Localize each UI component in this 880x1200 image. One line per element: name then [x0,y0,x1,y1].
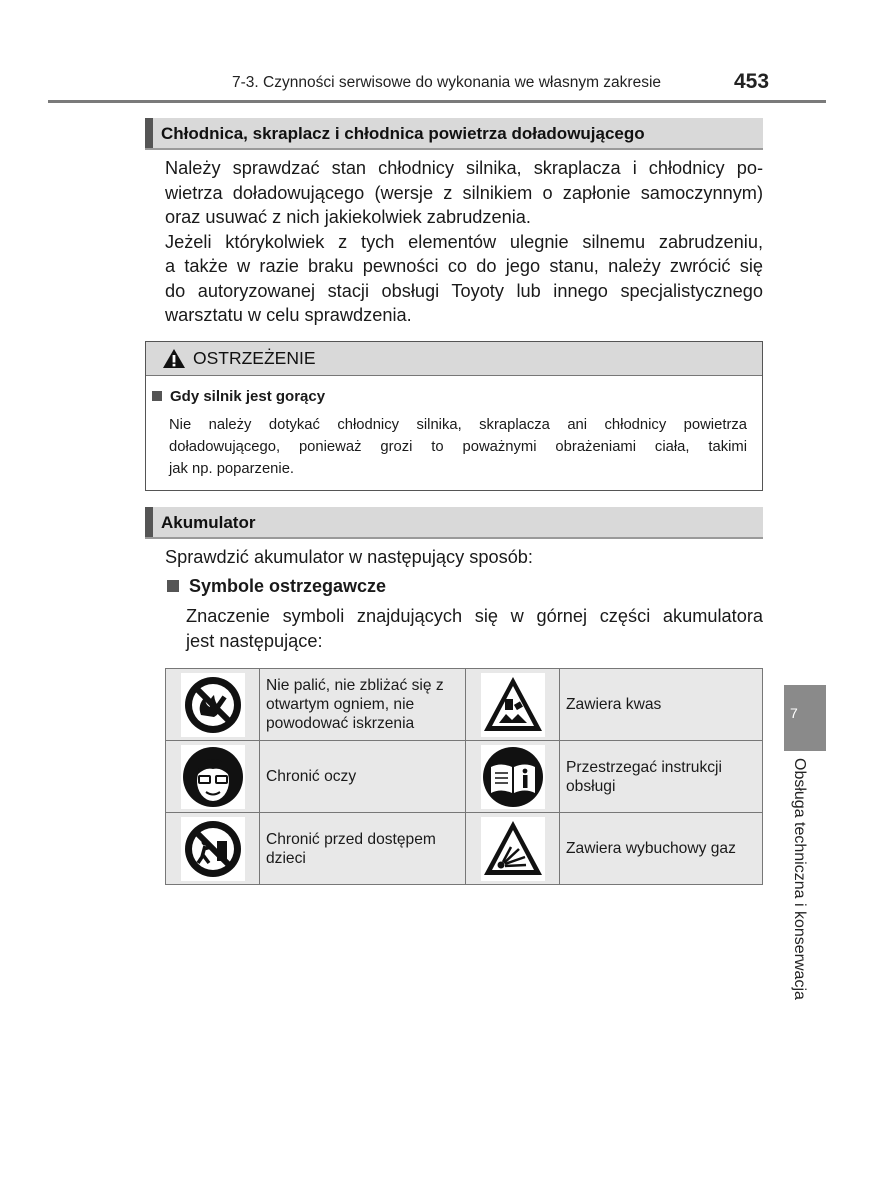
explosive-gas-icon [481,817,545,881]
keep-children-away-icon [181,817,245,881]
warning-subtitle [152,388,325,405]
radiator-paragraph [165,156,763,328]
icon-cell [466,741,560,813]
header-divider [48,100,826,103]
eye-protection-icon [181,745,245,809]
symbol-label: Chronić przed dostępem dzieci [260,813,466,885]
paragraph-line: wietrza doładowującego (wersje z silnikiem o zapłonie samoczynnym) [165,182,763,203]
table-row [166,813,763,885]
section-title: Akumulator [161,513,256,532]
icon-cell [166,813,260,885]
paragraph-line: do autoryzowanej stacji obsługi Toyoty lub innego specjalistycznego [165,280,763,301]
square-bullet-icon [152,391,162,401]
warning-header [146,342,762,376]
page-number: 453 [734,70,770,93]
intro-line: Sprawdzić akumulator w następujący sposób: [165,547,533,567]
description-line: Znaczenie symboli znajdujących się w górnej części akumulatora [186,606,763,626]
warning-line: jak np. poparzenie. [169,461,295,477]
section-heading-bar [145,507,153,537]
chapter-tab-number: 7 [790,705,798,721]
description-line: jest następujące: [186,630,323,651]
icon-cell [166,741,260,813]
warning-subtitle-text: Gdy silnik jest gorący [170,388,326,405]
section-heading-battery [145,507,763,539]
icon-cell [466,669,560,741]
battery-intro [165,545,763,570]
subheading-text: Symbole ostrzegawcze [189,576,387,596]
symbol-label: Nie palić, nie zbliżać się z otwartym ogniem, nie powodować iskrzenia [260,669,466,741]
paragraph-line: warsztatu w celu sprawdzenia. [165,305,412,325]
table-row [166,669,763,741]
paragraph-line: oraz usuwać z nich jakiekolwiek zabrudzenia. [165,207,531,227]
warning-title: OSTRZEŻENIE [193,348,316,368]
warning-triangle-icon [162,348,186,374]
symbol-label: Zawiera kwas [560,669,763,741]
section-heading-bar [145,118,153,148]
symbol-label: Chronić oczy [260,741,466,813]
manual-instructions-icon [481,745,545,809]
paragraph-line: a także w razie braku pewności co do jego stanu, należy zwrócić się [165,256,763,276]
symbols-description [186,604,763,653]
subheading-warning-symbols [167,576,386,597]
chapter-title: 7-3. Czynności serwisowe do wykonania we własnym zakresie [232,74,662,91]
warning-line: Nie należy dotykać chłodnicy silnika, skraplacza ani chłodnicy powietrza [169,417,747,433]
section-heading-radiator [145,118,763,150]
paragraph-line: Należy sprawdzać stan chłodnicy silnika, skraplacza i chłodnicy po- [165,158,763,178]
icon-cell [166,669,260,741]
chapter-tab [784,685,826,751]
acid-warning-icon [481,673,545,737]
paragraph-line: Jeżeli którykolwiek z tych elementów ulegnie silnemu zabrudzeniu, [165,231,763,252]
warning-symbols-table [165,668,763,885]
warning-text [169,414,747,480]
warning-line: doładowującego, ponieważ grozi to poważnymi obrażeniami ciała, takimi [169,439,747,455]
chapter-tab-label: Obsługa techniczna i konserwacja [791,758,808,1000]
symbol-label: Zawiera wybuchowy gaz [560,813,763,885]
symbol-label: Przestrzegać instrukcji obsługi [560,741,763,813]
square-bullet-icon [167,580,179,592]
no-smoking-flame-icon [181,673,245,737]
warning-box [145,341,763,491]
icon-cell [466,813,560,885]
section-title: Chłodnica, skraplacz i chłodnica powietrza doładowującego [161,124,645,143]
table-row [166,741,763,813]
